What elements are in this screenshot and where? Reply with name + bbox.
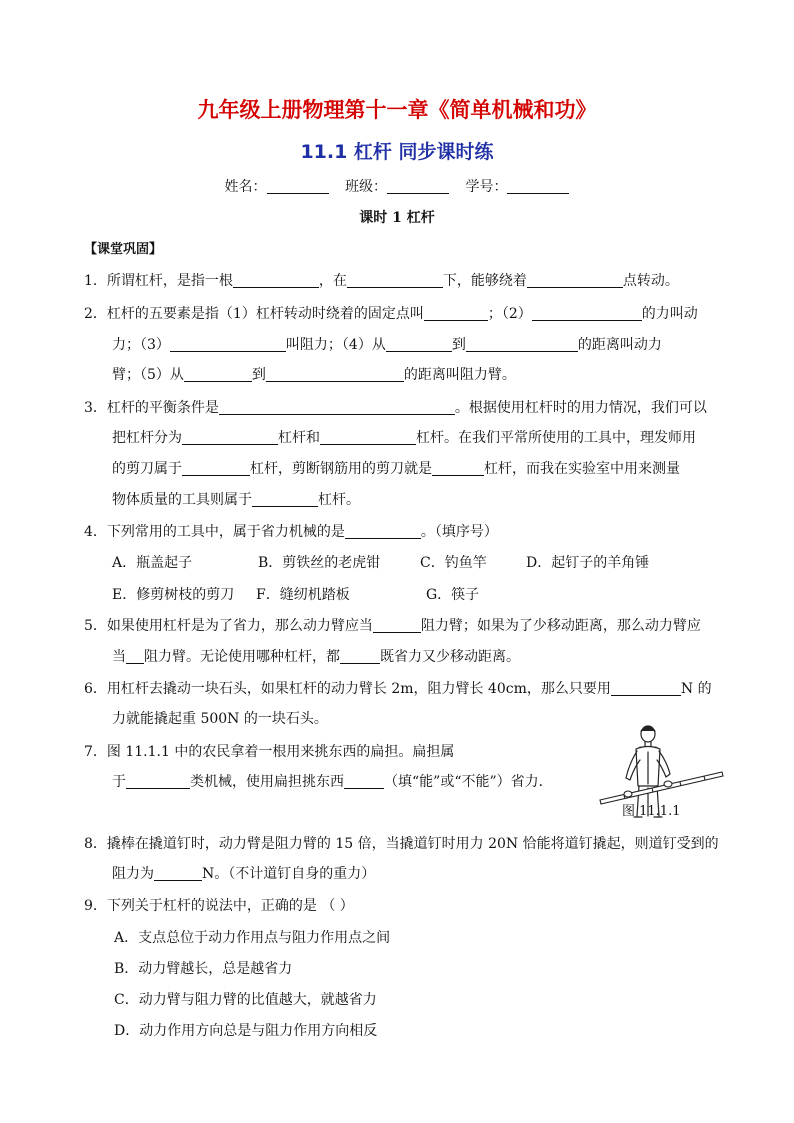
question-9-option-b[interactable]: B．动力臂越长，总是越省力 bbox=[114, 961, 293, 977]
blank[interactable] bbox=[233, 273, 319, 288]
question-9-option-d[interactable]: D．动力作用方向总是与阻力作用方向相反 bbox=[114, 1023, 378, 1039]
question-6-line-1: 6．用杠杆去撬动一块石头，如果杠杆的动力臂长 2m，阻力臂长 40cm，那么只要用 N 的 bbox=[84, 681, 712, 697]
blank[interactable] bbox=[424, 306, 488, 321]
question-6-line-2: 力就能撬起重 500N 的一块石头。 bbox=[112, 711, 328, 727]
question-4-option-g[interactable]: G．筷子 bbox=[426, 587, 480, 603]
blank[interactable] bbox=[432, 461, 484, 476]
question-3-line-1: 3．杠杆的平衡条件是 。根据使用杠杆时的用力情况，我们可以 bbox=[84, 400, 707, 416]
question-1: 1．所谓杠杆，是指一根 ，在 下，能够绕着 点转动。 bbox=[84, 273, 679, 289]
question-4-option-f[interactable]: F．缝纫机踏板 bbox=[256, 587, 350, 603]
blank[interactable] bbox=[182, 430, 278, 445]
blank[interactable] bbox=[320, 430, 416, 445]
question-4-option-d[interactable]: D．起钉子的羊角锤 bbox=[526, 555, 650, 571]
question-2-line-2: 力；（3） 叫阻力；（4）从 到 的距离叫动力 bbox=[112, 337, 662, 353]
blank[interactable] bbox=[126, 774, 190, 789]
blank[interactable] bbox=[466, 337, 578, 352]
blank[interactable] bbox=[252, 492, 318, 507]
question-3-line-4: 物体质量的工具则属于 杠杆。 bbox=[112, 492, 360, 508]
blank[interactable] bbox=[532, 306, 642, 321]
blank[interactable] bbox=[340, 649, 380, 664]
class-blank[interactable] bbox=[387, 179, 449, 194]
blank[interactable] bbox=[126, 649, 144, 664]
blank[interactable] bbox=[527, 273, 623, 288]
blank[interactable] bbox=[345, 524, 421, 539]
document-title: 九年级上册物理第十一章《简单机械和功》 bbox=[197, 98, 597, 122]
question-8-line-2: 阻力为 N。（不计道钉自身的重力） bbox=[112, 866, 376, 882]
question-7-line-1: 7．图 11.1.1 中的农民拿着一根用来挑东西的扁担。扁担属 bbox=[84, 744, 455, 760]
blank[interactable] bbox=[154, 866, 202, 881]
section-heading: 【课堂巩固】 bbox=[84, 242, 163, 257]
figure-caption: 图 11.1.1 bbox=[622, 804, 681, 819]
blank[interactable] bbox=[373, 618, 421, 633]
name-label: 姓名： bbox=[224, 179, 267, 195]
blank[interactable] bbox=[266, 367, 404, 382]
question-9-option-a[interactable]: A．支点总位于动力作用点与阻力作用点之间 bbox=[114, 930, 391, 946]
blank[interactable] bbox=[347, 273, 443, 288]
blank[interactable] bbox=[184, 367, 252, 382]
blank[interactable] bbox=[182, 461, 250, 476]
question-2-line-1: 2．杠杆的五要素是指（1）杠杆转动时绕着的固定点叫 ；（2） 的力叫动 bbox=[84, 306, 698, 322]
question-4-option-c[interactable]: C．钓鱼竿 bbox=[420, 555, 487, 571]
lesson-heading: 课时 1 杠杆 bbox=[359, 210, 435, 226]
question-4-option-a[interactable]: A．瓶盖起子 bbox=[112, 555, 193, 571]
blank[interactable] bbox=[170, 337, 286, 352]
blank[interactable] bbox=[219, 400, 455, 415]
blank[interactable] bbox=[344, 774, 384, 789]
question-4-option-b[interactable]: B．剪铁丝的老虎钳 bbox=[258, 555, 381, 571]
question-9-stem: 9．下列关于杠杆的说法中，正确的是 （ ） bbox=[84, 898, 354, 914]
class-label: 班级： bbox=[345, 179, 387, 195]
document-subtitle: 11.1 杠杆 同步课时练 bbox=[300, 141, 494, 163]
question-2-line-3: 臂；（5）从 到 的距离叫阻力臂。 bbox=[112, 367, 516, 383]
question-9-option-c[interactable]: C．动力臂与阻力臂的比值越大，就越省力 bbox=[114, 992, 377, 1008]
question-3-line-2: 把杠杆分为 杠杆和 杠杆。在我们平常所使用的工具中，理发师用 bbox=[112, 430, 696, 446]
id-blank[interactable] bbox=[507, 179, 569, 194]
question-7-line-2: 于 类机械，使用扁担挑东西 （填“能”或“不能”）省力． bbox=[112, 774, 553, 790]
id-label: 学号： bbox=[465, 179, 508, 195]
question-5-line-1: 5．如果使用杠杆是为了省力，那么动力臂应当 阻力臂；如果为了少移动距离，那么动力臂应 bbox=[84, 618, 701, 634]
question-4: 4．下列常用的工具中，属于省力机械的是 。（填序号） bbox=[84, 524, 498, 540]
question-5-line-2: 当 阻力臂。无论使用哪种杠杆，都 既省力又少移动距离。 bbox=[112, 649, 520, 665]
blank[interactable] bbox=[386, 337, 452, 352]
question-4-option-e[interactable]: E．修剪树枝的剪刀 bbox=[112, 587, 235, 603]
name-blank[interactable] bbox=[267, 179, 329, 194]
student-info-row bbox=[0, 176, 794, 196]
question-8-line-1: 8．撬棒在撬道钉时，动力臂是阻力臂的 15 倍，当撬道钉时用力 20N 恰能将道钉撬起，则道钉受到的 bbox=[84, 836, 719, 852]
question-3-line-3: 的剪刀属于 杠杆，剪断钢筋用的剪刀就是 杠杆，而我在实验室中用来测量 bbox=[112, 461, 680, 477]
blank[interactable] bbox=[611, 681, 681, 696]
